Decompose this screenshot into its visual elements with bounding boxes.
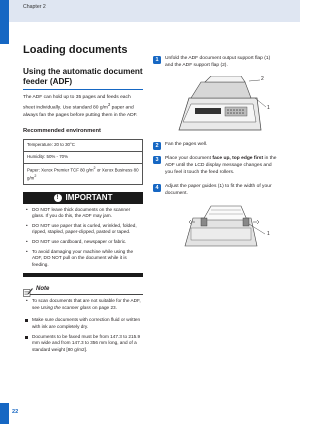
important-title: IMPORTANT xyxy=(65,193,113,203)
note-item: • To scan documents that are not suitable for the ADF, see Using the scanner glass on page 23. xyxy=(23,298,143,311)
note-box xyxy=(23,284,143,311)
note-pencil-icon xyxy=(23,284,33,293)
step-3: 3 Place your document face up, top edge first in the ADF until the LCD display message changes and you feel it touch the feed rollers. xyxy=(153,156,278,177)
step-number: 3 xyxy=(153,156,161,164)
section-divider xyxy=(23,89,143,90)
subsection-title: Recommended environment xyxy=(23,127,101,134)
list-item: • To avoid damaging your machine while using the ADF, DO NOT pull on the document while it is feeding. xyxy=(23,249,143,269)
important-footer-bar xyxy=(23,273,143,277)
list-item: • DO NOT use cardboard, newspaper or fabric. xyxy=(23,239,143,246)
list-item: Make sure documents with correction fluid or written with ink are completely dry. xyxy=(23,317,143,330)
note-label: Note xyxy=(36,285,50,292)
step-number: 4 xyxy=(153,184,161,192)
chapter-tab xyxy=(0,0,9,44)
step-number: 1 xyxy=(153,56,161,64)
adf-flaps-illustration xyxy=(165,76,273,134)
left-column xyxy=(23,28,143,354)
section-title: Using the automatic document feeder (ADF) xyxy=(23,67,143,86)
env-temperature: Temperature: 20 to 30°C xyxy=(24,140,142,152)
chapter-label: Chapter 2 xyxy=(23,4,46,10)
note-list xyxy=(23,298,143,311)
callout-1: 1 xyxy=(267,104,270,111)
step-1: 1 Unfold the ADF document output support flap (1) and the ADF support flap (2). xyxy=(153,56,278,70)
paper-guides-illustration xyxy=(165,204,273,252)
environment-table xyxy=(23,139,143,185)
callout-guides: 1 xyxy=(267,230,270,237)
page-number: 22 xyxy=(12,409,19,415)
list-item: • DO NOT use paper that is curled, wrinkled, folded, ripped, stapled, paper-clipped, pasted or taped. xyxy=(23,223,143,236)
page-tab xyxy=(0,403,9,424)
step-number: 2 xyxy=(153,142,161,150)
exclamation-icon: ! xyxy=(54,194,62,202)
important-list xyxy=(23,207,143,269)
intro-paragraph: The ADF can hold up to 35 pages and feeds each sheet individually. Use standard 80 $g/m^2$ paper and always fan the pages before putting them in the ADF. xyxy=(23,95,138,118)
list-item: • DO NOT leave thick documents on the scanner glass. If you do this, the ADF may jam. xyxy=(23,207,143,220)
callout-2: 2 xyxy=(261,75,264,82)
important-banner xyxy=(23,192,143,204)
env-paper: Paper: Xerox Premier TCF 80 $g/m^2$ or Xerox Business 80 $g/m^2$ xyxy=(27,166,139,181)
note-divider xyxy=(29,294,143,295)
step-4: 4 Adjust the paper guides (1) to fit the width of your document. xyxy=(153,184,278,198)
list-item: Documents to be faxed must be from 147.3 to 215.9 mm wide and from 147.3 to 356 mm long, and of a standard weight [80 g/m2]. xyxy=(23,334,143,354)
right-column xyxy=(153,56,278,252)
env-humidity: Humidity: 50% - 70% xyxy=(24,152,142,164)
page-title: Loading documents xyxy=(23,44,128,56)
step-2: 2 Fan the pages well. xyxy=(153,142,278,149)
cross-reference-link[interactable]: Using the scanner glass xyxy=(40,304,91,310)
requirements-list xyxy=(23,317,143,353)
